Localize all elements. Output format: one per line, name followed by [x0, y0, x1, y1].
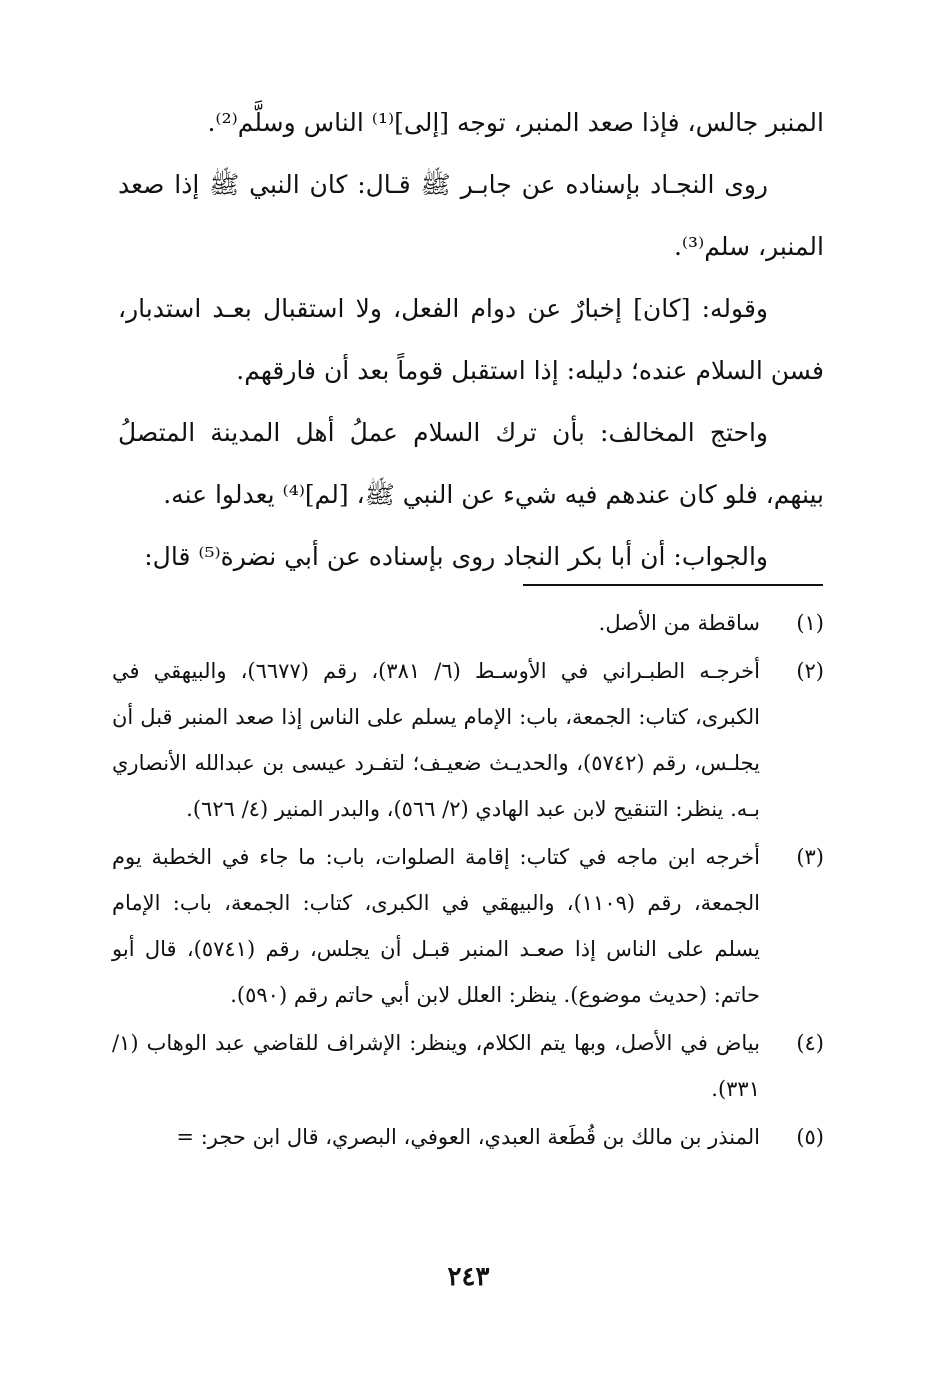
footnote-number: (٣): [796, 845, 824, 869]
footnote-text: بياض في الأصل، وبها يتم الكلام، وينظر: الإشراف للقاضي عبد الوهاب (١/ ٣٣١).: [112, 1031, 760, 1101]
paragraph-4: واحتج المخالف: بأن ترك السلام عملُ أهل المدينة المتصلُ بينهم، فلو كان عندهم فيه شيء عن النبي ﷺ، [لم]⁽⁴⁾ يعدلوا عنه.: [118, 418, 824, 509]
main-body-text: [118, 92, 824, 588]
footnotes-section: [112, 600, 824, 1162]
footnote-separator: [523, 584, 823, 586]
footnote-number: (١): [796, 611, 824, 635]
footnote-number: (٥): [796, 1125, 824, 1149]
paragraph-5: والجواب: أن أبا بكر النجاد روى بإسناده عن أبي نضرة⁽⁵⁾ قال:: [144, 542, 768, 571]
footnote-4: [112, 1020, 824, 1112]
paragraph-2: روى النجـاد بإسناده عن جابـر ﷺ قـال: كان النبي ﷺ إذا صعد المنبر، سلم⁽³⁾.: [118, 170, 824, 261]
footnote-text: أخرجه ابن ماجه في كتاب: إقامة الصلوات، باب: ما جاء في الخطبة يوم الجمعة، رقم (١١٠٩)، والبيهقي في الكبرى، كتاب: الجمعة، باب: الإمام يسلم على الناس إذا صعـد المنبر قبـل أن يجلس، رقم (٥٧٤١)، قال أبو حاتم: (حديث موضوع). ينظر: العلل لابن أبي حاتم رقم (٥٩٠).: [112, 845, 760, 1007]
footnote-number: (٢): [796, 659, 824, 683]
footnote-text: ساقطة من الأصل.: [598, 611, 760, 635]
page-number: ٢٤٣: [447, 1262, 490, 1292]
footnote-1: [112, 600, 824, 646]
footnote-number: (٤): [796, 1031, 824, 1055]
paragraph-1: المنبر جالس، فإذا صعد المنبر، توجه [إلى]⁽¹⁾ الناس وسلَّم⁽²⁾.: [207, 108, 824, 137]
footnote-text: المنذر بن مالك بن قُطَعة العبدي، العوفي، البصري، قال ابن حجر: =: [176, 1125, 760, 1149]
footnote-2: [112, 648, 824, 832]
footnote-text: أخرجـه الطبـراني في الأوسـط (٦/ ٣٨١)، رقم (٦٦٧٧)، والبيهقي في الكبرى، كتاب: الجمعة، باب: الإمام يسلم على الناس إذا صعد المنبر قبل أن يجلـس، رقم (٥٧٤٢)، والحديـث ضعيـف؛ لتفـرد عيسى بن عبدالله الأنصاري بـه. ينظر: التنقيح لابن عبد الهادي (٢/ ٥٦٦)، والبدر المنير (٤/ ٦٢٦).: [112, 659, 760, 821]
paragraph-3: وقوله: [كان] إخبارٌ عن دوام الفعل، ولا استقبال بعـد استدبار، فسن السلام عنده؛ دليله: إذا استقبل قوماً بعد أن فارقهم.: [118, 294, 824, 385]
footnote-5: [112, 1114, 824, 1160]
footnote-3: [112, 834, 824, 1018]
